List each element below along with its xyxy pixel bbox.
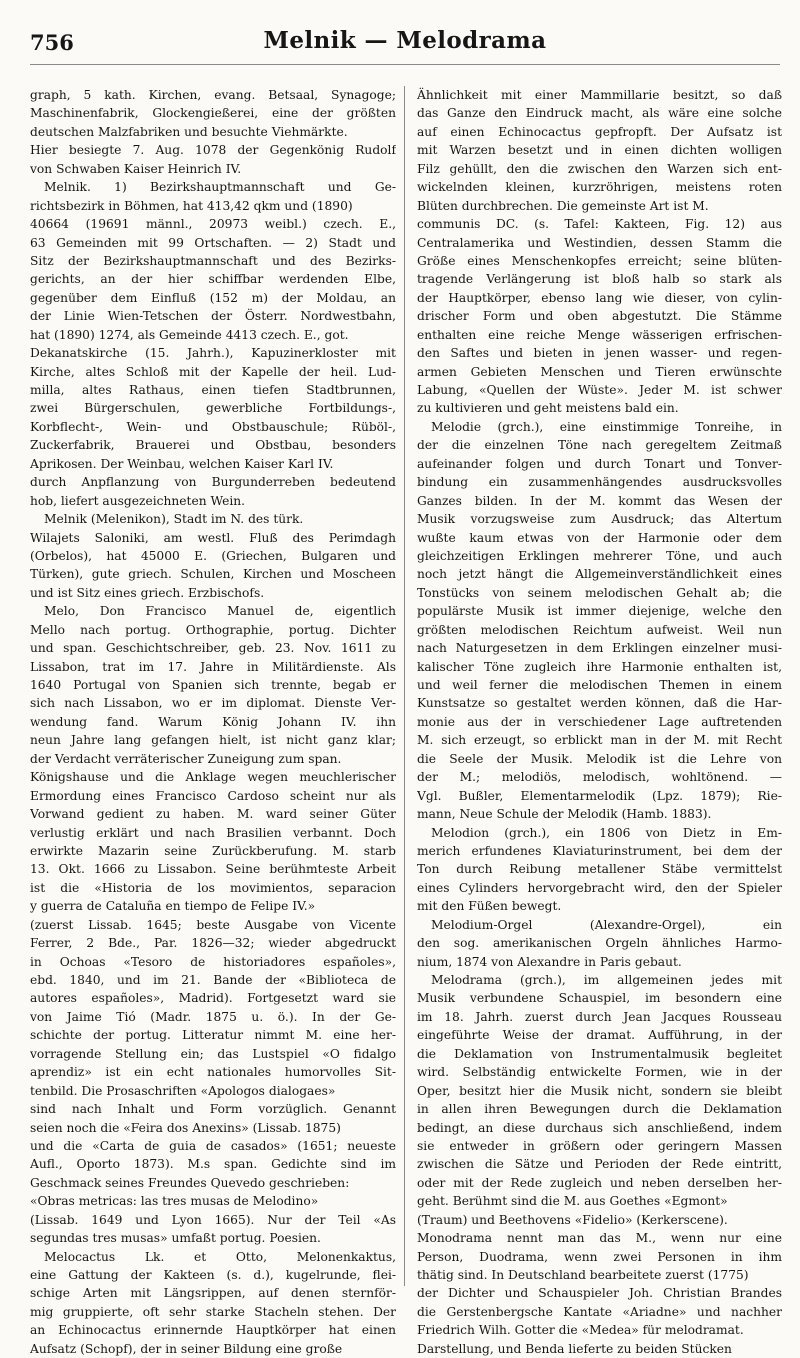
text-line: monie aus der in verschiedener Lage auftretenden <box>417 714 782 729</box>
text-line: in allen ihren Bewegungen durch die Deklamation <box>417 1102 782 1117</box>
text-line: populärste Musik ist immer diejenige, welche den <box>417 604 782 619</box>
text-line: sich nach Lissabon, wo er im diplomat. Dienste Ver- <box>30 696 396 711</box>
text-line: «Obras metricas: las tres musas de Melodino» <box>30 1194 319 1209</box>
text-line: aufeinander folgen und durch Tonart und Tonver- <box>417 456 782 471</box>
text-line: schichte der portug. Litteratur nimmt M. eine her- <box>30 1028 396 1043</box>
text-line: Melocactus Lk. et Otto, Melonenkaktus, <box>44 1249 396 1264</box>
text-line: Türken), gute griech. Schulen, Kirchen und Moscheen <box>30 567 396 582</box>
text-line: eine Gattung der Kakteen (s. d.), kugelrunde, flei- <box>30 1268 396 1282</box>
text-line: eingeführte Weise der dramat. Aufführung, in der <box>417 1028 782 1043</box>
text-line: Melodium-Orgel (Alexandre-Orgel), ein <box>431 917 782 932</box>
text-line: 13. Okt. 1666 zu Lissabon. Seine berühmteste Arbeit <box>30 862 396 877</box>
text-line: und die «Carta de guia de casados» (1651; neueste <box>30 1138 396 1153</box>
text-line: die Seele der Musik. Melodik ist die Lehre von <box>417 751 782 766</box>
text-line: mit Warzen besetzt und in einen dichten wolligen <box>417 143 782 158</box>
text-line: gerichts, an der hier schiffbar werdenden Elbe, <box>30 272 396 287</box>
text-line: seien noch die «Feira dos Anexins» (Lissab. 1875) <box>30 1120 341 1135</box>
text-line: bedingt, an diese durchaus sich anschließend, indem <box>417 1120 782 1135</box>
text-line: Größe eines Menschenkopfes erreicht; seine blüten- <box>417 253 782 268</box>
text-line: Hier besiegte 7. Aug. 1078 der Gegenkönig Rudolf <box>30 143 396 158</box>
text-line: Lissabon, trat im 17. Jahre in Militärdienste. Als <box>30 659 396 674</box>
text-line: hat (1890) 1274, als Gemeinde 4413 czech. E., got. <box>30 327 349 342</box>
text-line: zwischen die Sätze und Perioden der Rede eintritt, <box>417 1157 782 1172</box>
text-line: autores españoles», Madrid). Fortgesetzt ward sie <box>30 991 396 1006</box>
text-line: (Orbelos), hat 45000 E. (Griechen, Bulgaren und <box>30 548 396 563</box>
text-line: Monodrama nennt man das M., wenn nur eine <box>417 1231 782 1246</box>
text-line: deutschen Malzfabriken und besuchte Viehmärkte. <box>30 124 348 139</box>
text-line: merich erfundenes Klaviaturinstrument, bei dem der <box>417 843 782 858</box>
text-line: Ton durch Reibung metallener Stäbe vermittelst <box>417 862 782 877</box>
column-divider <box>404 86 405 1286</box>
running-title: Melnik — Melodrama <box>263 27 547 54</box>
text-line: mit den Füßen bewegt. <box>417 899 562 914</box>
text-line: Filz gehüllt, den die zwischen den Warzen sich ent- <box>417 161 782 176</box>
text-line: Ganzes bilden. In der M. kommt das Wesen der <box>417 493 782 508</box>
text-line: 63 Gemeinden mit 99 Ortschaften. — 2) Stadt und <box>30 235 396 250</box>
text-line: durch Anpflanzung von Burgunderreben bedeutend <box>30 475 396 490</box>
text-line: Vorwand gedient zu haben. M. ward seiner Güter <box>30 807 396 822</box>
text-line: an Echinocactus erinnernde Hauptkörper hat einen <box>30 1323 396 1338</box>
text-line: der Dichter und Schauspieler Joh. Christian Brandes <box>417 1286 782 1301</box>
text-line: Aprikosen. Der Weinbau, welchen Kaiser Karl IV. <box>30 456 334 471</box>
page-header <box>30 27 780 65</box>
text-line: der Hauptkörper, ebenso lang wie dieser, von cylin- <box>417 290 782 305</box>
text-line: Mello nach portug. Orthographie, portug. Dichter <box>30 622 396 637</box>
text-line: ist die «Historia de los movimientos, separacion <box>30 880 396 895</box>
text-line: richtsbezirk in Böhmen, hat 413,42 qkm und (1890) <box>30 198 353 213</box>
text-line: Vgl. Bußler, Elementarmelodik (Lpz. 1879); Rie- <box>417 788 782 803</box>
text-line: noch jetzt hängt die Allgemeinverständlichkeit eines <box>417 567 782 582</box>
text-line: Königshause und die Anklage wegen meuchlerischer <box>30 770 396 785</box>
text-line: Centralamerika und Westindien, dessen Stamm die <box>417 235 782 250</box>
text-line: in Ochoas «Tesoro de historiadores españoles», <box>30 954 396 969</box>
text-line: geht. Berühmt sind die M. aus Goethes «Egmont» <box>417 1194 728 1209</box>
text-line: den sog. amerikanischen Orgeln ähnliches Harmo- <box>417 936 782 951</box>
text-line: oder mit der Rede zugleich und neben derselben her- <box>417 1175 782 1190</box>
text-line: größten melodischen Reichtum aufweist. Weil nun <box>417 622 782 637</box>
text-line: im 18. Jahrh. zuerst durch Jean Jacques Rousseau <box>417 1009 782 1024</box>
right-text-column <box>417 86 782 1358</box>
text-line: erwirkte Mazarin seine Zurückberufung. M. starb <box>30 843 396 858</box>
text-line: wußte kaum etwas von der Harmonie oder dem <box>417 530 782 545</box>
text-line: Ähnlichkeit mit einer Mammillarie besitzt, so daß <box>417 88 782 102</box>
text-line: schige Arten mit Längsrippen, auf denen sternför- <box>30 1286 396 1301</box>
text-line: und ist Sitz eines griech. Erzbischofs. <box>30 585 265 600</box>
text-line: Geschmack seines Freundes Quevedo geschrieben: <box>30 1175 350 1190</box>
text-line: die Deklamation von Instrumentalmusik begleitet <box>417 1046 782 1061</box>
text-line: armen Gebieten Menschen und Tieren erwünschte <box>417 364 782 379</box>
text-line: thätig sind. In Deutschland bearbeitete zuerst (1775) <box>417 1268 749 1282</box>
text-line: Darstellung, und Benda lieferte zu beiden Stücken <box>417 1341 732 1356</box>
text-line: ebd. 1840, und im 21. Bande der «Biblioteca de <box>30 973 396 987</box>
text-line: Wilajets Saloniki, am westl. Fluß des Perimdagh <box>30 530 396 545</box>
text-line: enthalten eine reiche Menge wässerigen erfrischen- <box>417 327 782 342</box>
text-line: vorragende Stellung ein; das Lustspiel «O fidalgo <box>30 1046 396 1061</box>
left-text-column <box>30 86 396 1358</box>
text-line: Labung, «Quellen der Wüste». Jeder M. ist schwer <box>417 383 782 397</box>
text-line: Melnik. 1) Bezirkshauptmannschaft und Ge- <box>44 180 396 195</box>
text-line: Musik verbundene Schauspiel, im besondern eine <box>417 991 782 1006</box>
text-line: und span. Geschichtschreiber, geb. 23. Nov. 1611 zu <box>30 641 396 656</box>
text-line: kalischer Töne zugleich ihre Harmonie enthalten ist, <box>417 659 782 674</box>
text-line: der Linie Wien-Tetschen der Österr. Nordwestbahn, <box>30 309 396 324</box>
text-line: y guerra de Cataluña en tiempo de Felipe IV.» <box>30 899 316 914</box>
text-line: nium, 1874 von Alexandre in Paris gebaut. <box>417 954 682 969</box>
text-line: milla, altes Rathaus, einen tiefen Stadtbrunnen, <box>30 383 396 397</box>
text-line: Sitz der Bezirkshauptmannschaft und des Bezirks- <box>30 253 396 268</box>
text-line: Melodion (grch.), ein 1806 von Dietz in Em- <box>431 825 782 840</box>
text-line: tragende Verlängerung ist bloß halb so stark als <box>417 272 782 287</box>
text-line: verlustig erklärt und nach Brasilien verbannt. Doch <box>30 825 396 840</box>
text-line: von Schwaben Kaiser Heinrich IV. <box>30 161 242 176</box>
text-line: Zuckerfabrik, Brauerei und Obstbau, besonders <box>30 438 396 453</box>
text-line: gleichzeitigen Erklingen mehrerer Töne, und auch <box>417 548 782 563</box>
text-line: Friedrich Wilh. Gotter die «Medea» für melodramat. <box>417 1323 744 1338</box>
page-number: 756 <box>30 30 74 55</box>
text-line: hob, liefert ausgezeichneten Wein. <box>30 493 246 508</box>
text-line: von Jaime Tió (Madr. 1875 u. ö.). In der Ge- <box>30 1009 396 1024</box>
text-line: der die einzelnen Töne nach geregeltem Zeitmaß <box>417 438 782 453</box>
text-line: Melo, Don Francisco Manuel de, eigentlich <box>44 604 396 619</box>
text-line: nach Naturgesetzen in dem Erklingen einzelner musi- <box>417 641 782 656</box>
text-line: Aufl., Oporto 1873). M.s span. Gedichte sind im <box>30 1157 396 1172</box>
text-line: der Verdacht verräterischer Zuneigung zum span. <box>30 751 342 766</box>
text-line: das Ganze den Eindruck macht, als wäre eine solche <box>417 106 782 121</box>
text-line: graph, 5 kath. Kirchen, evang. Betsaal, Synagoge; <box>30 88 396 102</box>
text-line: den Saftes und bieten in jenen wasser- und regen- <box>417 346 782 361</box>
text-line: (zuerst Lissab. 1645; beste Ausgabe von Vicente <box>30 917 396 932</box>
text-line: sind nach Inhalt und Form vorzüglich. Genannt <box>30 1102 396 1117</box>
text-line: Musik vorzugsweise zum Ausdruck; das Altertum <box>417 512 782 527</box>
text-line: neun Jahre lang gefangen hielt, ist nicht ganz klar; <box>30 733 396 748</box>
text-line: wendung fand. Warum König Johann IV. ihn <box>30 714 396 729</box>
text-line: 1640 Portugal von Spanien sich trennte, begab er <box>30 678 396 692</box>
text-line: und weil ferner die melodischen Themen in einem <box>417 678 782 692</box>
text-line: bindung ein zusammenhängendes ausdrucksvolles <box>417 475 782 490</box>
text-line: Maschinenfabrik, Glockengießerei, eine der größten <box>30 106 396 121</box>
text-line: M. sich erzeugt, so erblickt man in der M. mit Recht <box>417 733 782 748</box>
text-line: Ferrer, 2 Bde., Par. 1826—32; wieder abgedruckt <box>30 936 396 951</box>
text-line: zwei Bürgerschulen, gewerbliche Fortbildungs-, <box>30 401 396 416</box>
text-line: Ermordung eines Francisco Cardoso scheint nur als <box>30 788 396 803</box>
text-line: Korbflecht-, Wein- und Obstbauschule; Rüböl-, <box>30 419 396 434</box>
text-line: mann, Neue Schule der Melodik (Hamb. 1883). <box>417 807 712 822</box>
text-line: Melnik (Melenikon), Stadt im N. des türk. <box>44 512 304 527</box>
text-line: aprendiz» ist ein echt nationales humorvolles Sit- <box>30 1065 396 1080</box>
text-line: wickelnden kleinen, kurzröhrigen, meistens roten <box>417 180 782 195</box>
text-line: der M.; melodiös, melodisch, wohltönend. — <box>417 770 782 785</box>
text-line: Dekanatskirche (15. Jahrh.), Kapuzinerkloster mit <box>30 346 396 361</box>
text-line: die Gerstenbergsche Kantate «Ariadne» und nachher <box>417 1304 782 1319</box>
text-line: 40664 (19691 männl., 20973 weibl.) czech. E., <box>30 217 396 232</box>
text-line: Tonstücks von seinem melodischen Gehalt ab; die <box>417 585 782 600</box>
text-line: Person, Duodrama, wenn zwei Personen in ihm <box>417 1249 782 1264</box>
text-line: drischer Form und oben abgestutzt. Die Stämme <box>417 309 782 324</box>
text-line: communis DC. (s. Tafel: Kakteen, Fig. 12) aus <box>417 217 782 232</box>
text-line: tenbild. Die Prosaschriften «Apologos dialogaes» <box>30 1083 336 1098</box>
text-line: wird. Selbständig entwickelte Formen, wie in der <box>417 1065 782 1080</box>
text-line: Melodie (grch.), eine einstimmige Tonreihe, in <box>431 419 782 434</box>
text-line: Aufsatz (Schopf), der in seiner Bildung eine große <box>30 1341 343 1356</box>
text-line: auf einen Echinocactus gepfropft. Der Aufsatz ist <box>417 124 782 139</box>
text-line: Kunstsatze so gestaltet werden können, daß die Har- <box>417 696 782 711</box>
text-line: Kirche, altes Schloß mit der Kapelle der heil. Lud- <box>30 364 396 379</box>
text-line: Oper, besitzt hier die Musik nicht, sondern sie bleibt <box>417 1083 782 1098</box>
text-line: zu kultivieren und geht meistens bald ein. <box>417 401 679 416</box>
text-line: Blüten durchbrechen. Die gemeinste Art ist M. <box>417 198 709 213</box>
text-line: eines Cylinders hervorgebracht wird, den der Spieler <box>417 880 782 895</box>
text-line: sie entweder in größern oder geringern Massen <box>417 1138 782 1153</box>
text-line: segundas tres musas» umfaßt portug. Poesien. <box>30 1231 321 1246</box>
text-line: gegenüber dem Einfluß (152 m) der Moldau, an <box>30 290 396 305</box>
text-line: mig gruppierte, oft sehr starke Stacheln stehen. Der <box>30 1304 396 1319</box>
text-line: (Traum) und Beethovens «Fidelio» (Kerkerscene). <box>417 1212 728 1227</box>
text-line: (Lissab. 1649 und Lyon 1665). Nur der Teil «As <box>30 1212 396 1227</box>
text-line: Melodrama (grch.), im allgemeinen jedes mit <box>431 973 782 987</box>
